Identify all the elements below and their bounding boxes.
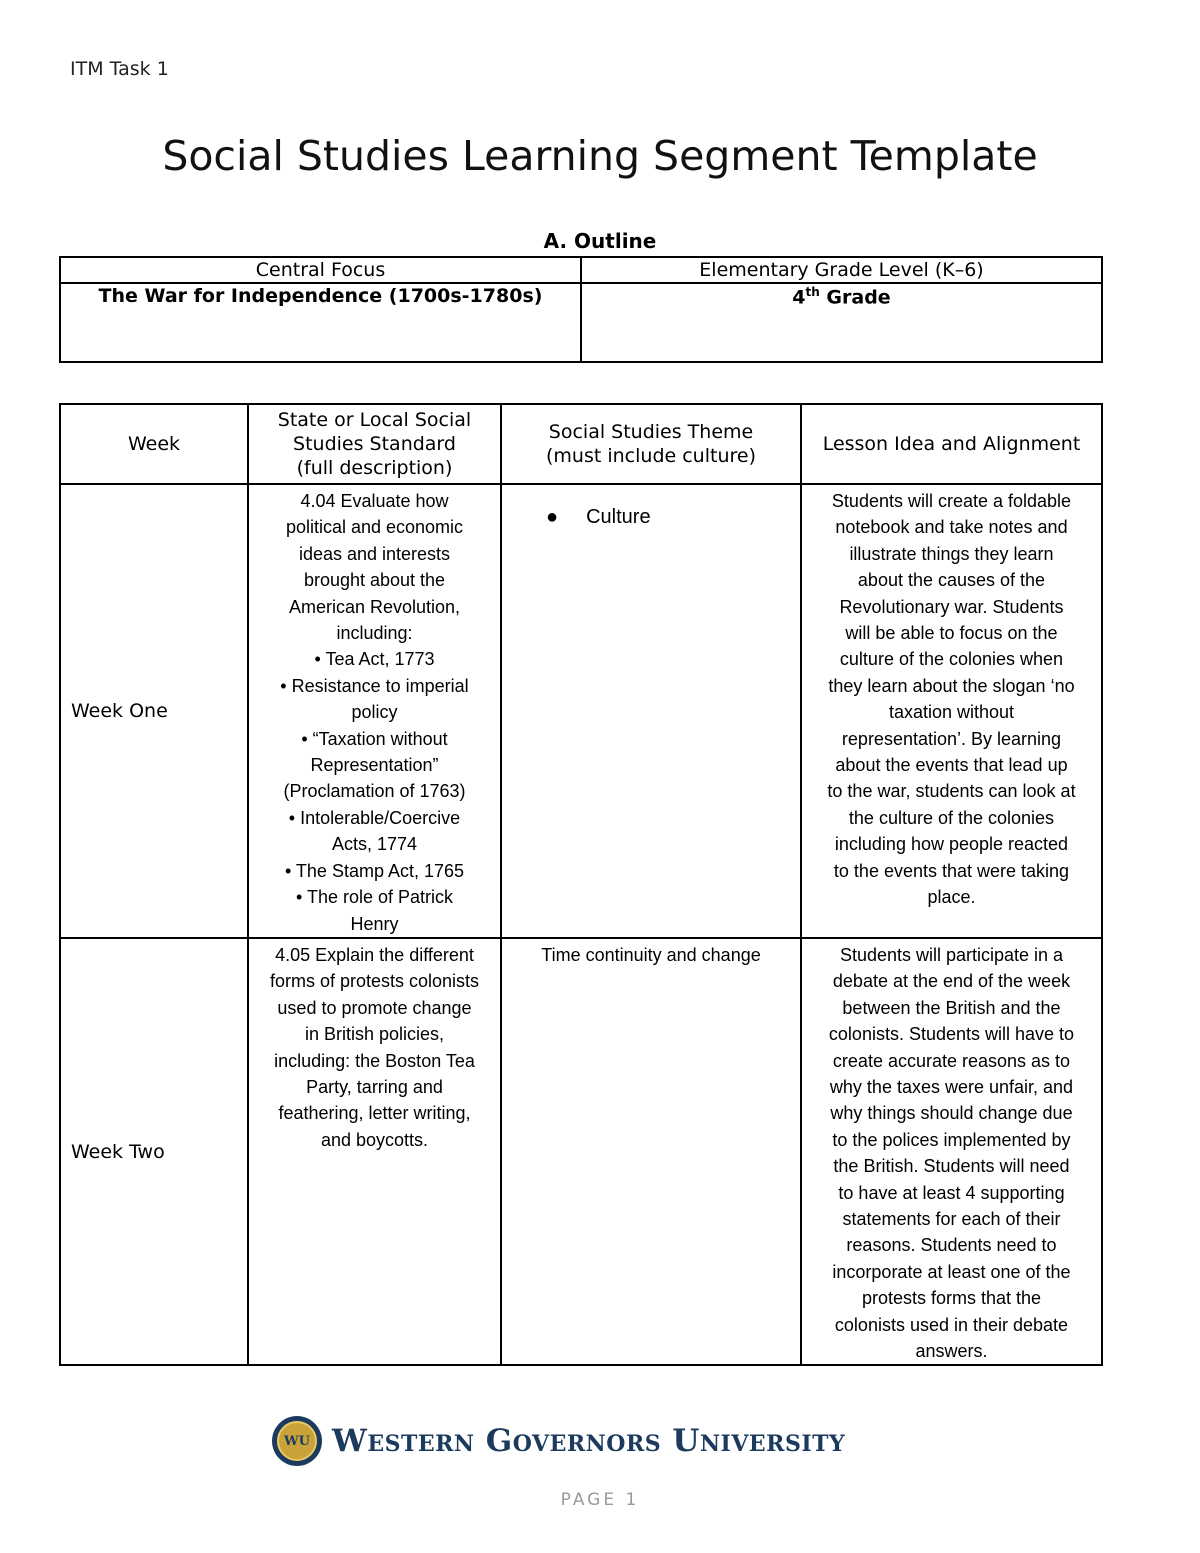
header-theme-line: Social Studies Theme (548, 421, 754, 443)
wgu-seal-icon (272, 1416, 322, 1466)
text-line: why things should change due (830, 1103, 1073, 1124)
text-line: place. (927, 887, 976, 908)
central-focus-value: The War for Independence (1700s-1780s) (60, 283, 581, 362)
text-line: create accurate reasons as to (832, 1050, 1071, 1071)
text-line: Revolutionary war. Students (839, 596, 1064, 617)
standard-cell (248, 938, 501, 1366)
grade-number: 4 (792, 286, 806, 309)
text-line: in British policies, (304, 1024, 445, 1045)
text-line: the culture of the colonies (848, 807, 1055, 828)
text-line: 4.04 Evaluate how (300, 491, 449, 511)
text-line: to the war, students can look at (827, 781, 1076, 802)
text-line: the British. Students will need (833, 1156, 1070, 1177)
section-heading: A. Outline (543, 229, 657, 253)
header-lesson: Lesson Idea and Alignment (801, 404, 1102, 484)
text-line: including: the Boston Tea (274, 1050, 475, 1071)
text-line: representation’. By learning (841, 728, 1062, 749)
text-line: colonists. Students will have to (828, 1024, 1075, 1045)
text-line: they learn about the slogan ‘no (828, 675, 1075, 696)
text-line: statements for each of their (842, 1208, 1061, 1229)
text-line: illustrate things they learn (849, 543, 1054, 564)
text-line: answers. (915, 1341, 988, 1361)
text-line: 4.05 Explain the different (275, 944, 474, 965)
grade-word: Grade (826, 286, 891, 309)
text-line: political and economic (285, 517, 464, 538)
text-line: culture of the colonies when (839, 649, 1064, 670)
text-line: and boycotts. (320, 1129, 429, 1150)
text-line: Students will participate in a (839, 944, 1064, 965)
text-line: including: (336, 623, 413, 644)
text-line: Students will create a foldable (831, 491, 1072, 511)
text-line: feathering, letter writing, (278, 1103, 471, 1124)
table-row (60, 484, 1102, 938)
wgu-seal-text: WU (277, 1421, 317, 1461)
text-line: • “Taxation without (301, 728, 448, 749)
text-line: why the taxes were unfair, and (829, 1076, 1074, 1097)
text-line: incorporate at least one of the (832, 1261, 1071, 1282)
text-line: American Revolution, (288, 596, 461, 617)
wgu-logo (272, 1415, 845, 1467)
lesson-cell (801, 484, 1102, 938)
header-standard-line: Studies Standard (293, 433, 456, 455)
text-line: reasons. Students need to (846, 1235, 1057, 1256)
text-line: between the British and the (842, 997, 1061, 1018)
theme-cell (501, 484, 801, 938)
header-label: ITM Task 1 (70, 58, 169, 80)
text-line: about the events that lead up (835, 755, 1068, 776)
header-standard-line: State or Local Social (277, 409, 472, 431)
wgu-wordmark: Western Governors University (332, 1423, 846, 1459)
lesson-cell (801, 938, 1102, 1366)
text-line: used to promote change (277, 997, 472, 1018)
text-line: will be able to focus on the (845, 623, 1058, 644)
page-title: Social Studies Learning Segment Template (162, 132, 1038, 180)
text-line: Henry (350, 913, 399, 934)
text-line: protests forms that the (861, 1288, 1042, 1309)
text-line: taxation without (888, 702, 1015, 723)
grade-level-value (581, 283, 1102, 362)
outline-table (59, 256, 1103, 363)
header-standard-line: (full description) (296, 457, 453, 479)
text-line: including how people reacted (834, 834, 1069, 855)
text-line: debate at the end of the week (832, 971, 1071, 992)
text-line: brought about the (303, 570, 446, 591)
outline-header-grade-level: Elementary Grade Level (K–6) (581, 257, 1102, 283)
week-cell: Week Two (60, 938, 248, 1366)
table-row (60, 938, 1102, 1366)
text-line: • Intolerable/Coercive (288, 807, 461, 828)
text-line: (Proclamation of 1763) (283, 781, 466, 802)
text-line: notebook and take notes and (835, 517, 1068, 538)
page-number: PAGE 1 (560, 1490, 640, 1510)
text-line: Acts, 1774 (331, 834, 418, 855)
header-week: Week (60, 404, 248, 484)
text-line: forms of protests colonists (269, 971, 480, 992)
text-line: • The Stamp Act, 1765 (284, 860, 465, 881)
text-line: • Resistance to imperial (280, 675, 469, 696)
theme-text: Culture (586, 506, 651, 528)
text-line: • Tea Act, 1773 (314, 649, 435, 670)
text-line: to the polices implemented by (832, 1129, 1071, 1150)
text-line: policy (351, 702, 398, 723)
outline-header-central-focus: Central Focus (60, 257, 581, 283)
text-line: Representation” (310, 755, 439, 776)
bullet-dot-icon: ● (546, 506, 559, 528)
text-line: to have at least 4 supporting (838, 1182, 1065, 1203)
text-line: colonists used in their debate (834, 1314, 1069, 1335)
text-line: Party, tarring and (306, 1076, 443, 1097)
theme-cell: Time continuity and change (501, 938, 801, 1366)
theme-bullet-item (502, 488, 800, 530)
standard-cell (248, 484, 501, 938)
text-line: ideas and interests (298, 543, 451, 564)
text-line: • The role of Patrick (295, 887, 454, 908)
grade-suffix: th (805, 285, 820, 299)
text-line: about the causes of the (857, 570, 1046, 591)
text-line: to the events that were taking (833, 860, 1070, 881)
header-standard (248, 404, 501, 484)
header-theme (501, 404, 801, 484)
week-cell: Week One (60, 484, 248, 938)
lessons-table (59, 403, 1103, 1366)
header-theme-line: (must include culture) (546, 445, 756, 467)
